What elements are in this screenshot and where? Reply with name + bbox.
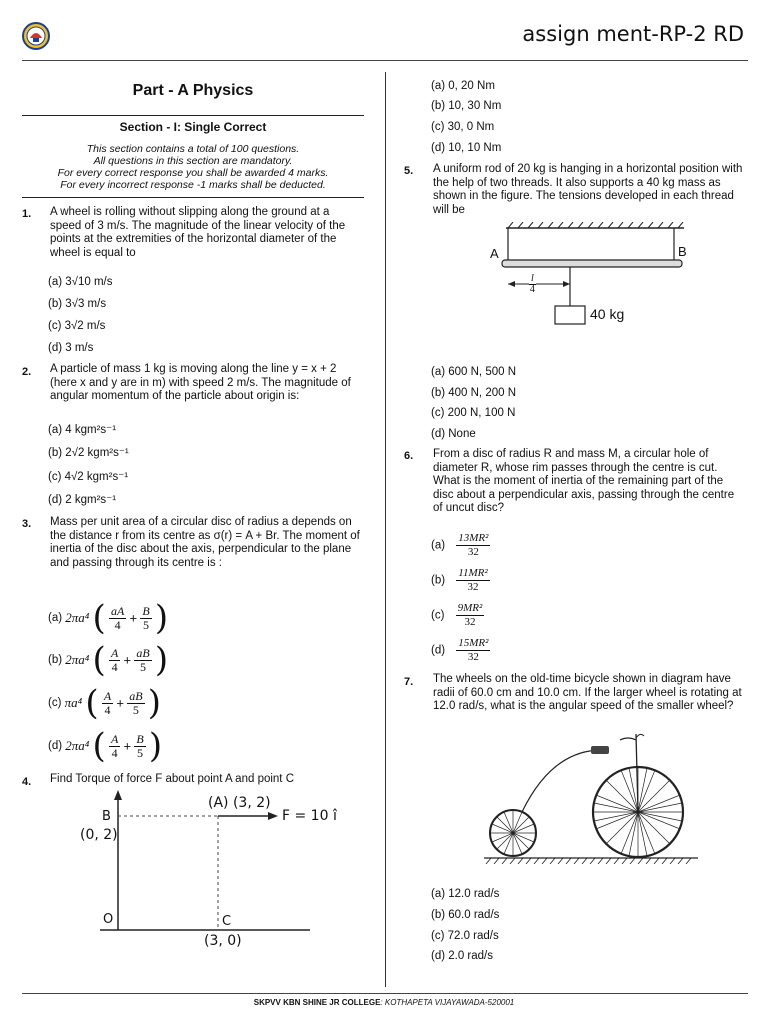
option-label: (a) <box>48 612 63 624</box>
part-rule <box>22 115 364 116</box>
option-c[interactable]: (c) 200 N, 100 N <box>431 407 516 419</box>
option-c[interactable]: (c) 3√2 m/s <box>48 320 106 332</box>
left-paren: ( <box>92 726 106 766</box>
college-logo <box>22 22 50 50</box>
question-text: Mass per unit area of a circular disc of radius a depends on the distance r from its centre as σ(r) = A + Br. The moment of inertia of the disc about the axis, perpendicular to the plane and passing through its centre is : <box>50 516 360 569</box>
question-number: 5. <box>404 165 414 177</box>
plus-sign: + <box>116 695 124 711</box>
instruction-line: This section contains a total of 100 questions. <box>86 143 300 155</box>
force-label: F = 10 î <box>282 808 337 824</box>
fraction: $\frac{B}{5}$ <box>142 603 150 632</box>
option-b[interactable] <box>48 640 168 680</box>
question-text: A particle of mass 1 kg is moving along the line y = x + 2 (here x and y are in m) with speed 2 m/s. The magnitude of angular momentum of the particle about origin is: <box>50 363 351 402</box>
question-text: Find Torque of force F about point A and point C <box>50 773 295 785</box>
column-divider <box>385 72 386 987</box>
option-a[interactable]: (a) 0, 20 Nm <box>431 80 495 92</box>
footer-college: SKPVV KBN SHINE JR COLLEGE <box>253 998 381 1007</box>
option-b[interactable] <box>431 567 490 594</box>
left-paren: ( <box>85 683 99 723</box>
option-b[interactable]: (b) 3√3 m/s <box>48 298 107 310</box>
length-fraction: $\frac{l}{4}$ <box>529 273 535 295</box>
plus-sign: + <box>123 738 132 754</box>
option-d[interactable]: (d) None <box>431 428 476 440</box>
rod-diagram <box>484 222 704 332</box>
option-label: (c) <box>48 697 62 709</box>
question-number: 2. <box>22 366 32 378</box>
instruction-line: All questions in this section are mandatory. <box>93 155 293 167</box>
option-d[interactable] <box>48 726 162 766</box>
instruction-line: For every correct response you shall be awarded 4 marks. <box>57 167 329 179</box>
option-b[interactable]: (b) 400 N, 200 N <box>431 387 517 399</box>
option-a[interactable]: (a) 600 N, 500 N <box>431 366 517 378</box>
fraction: $\frac{\text{11MR²}}{32}$ <box>458 567 488 593</box>
option-a[interactable]: (a) 4 kgm²s⁻¹ <box>48 424 117 436</box>
fraction: $\frac{A}{4}$ <box>110 731 119 760</box>
fraction: $\frac{aB}{5}$ <box>129 688 143 717</box>
section-title: Section - I: Single Correct <box>119 120 267 134</box>
fraction: $\frac{A}{4}$ <box>110 645 119 674</box>
footer-address: : KOTHAPETA VIJAYAWADA-520001 <box>380 998 515 1007</box>
right-paren: ) <box>154 640 169 680</box>
option-b[interactable]: (b) 10, 30 Nm <box>431 100 502 112</box>
option-label: (d) <box>431 644 446 657</box>
fraction: $\frac{\text{15MR²}}{32}$ <box>458 637 489 663</box>
option-d[interactable]: (d) 2 kgm²s⁻¹ <box>48 494 117 506</box>
plus-sign: + <box>129 610 138 626</box>
question-number: 1. <box>22 208 32 220</box>
option-d[interactable]: (d) 10, 10 Nm <box>431 142 502 154</box>
bicycle-diagram <box>482 730 702 864</box>
right-paren: ) <box>154 598 169 638</box>
question-text: A uniform rod of 20 kg is hanging in a horizontal position with the help of two threads. It also supports a 40 kg mass as shown in the figure. The tensions developed in each thread will be <box>433 163 743 216</box>
header-rule <box>22 60 748 61</box>
question-text: From a disc of radius R and mass M, a circular hole of diameter R, whose rim passes through the centre is cut. What is the moment of inertia of the remaining part of the disc about a perpendicular axis, passing through the centre of uncut disc? <box>433 448 735 514</box>
question-number: 3. <box>22 518 32 530</box>
option-b[interactable]: (b) 2√2 kgm²s⁻¹ <box>48 447 129 459</box>
footer-rule <box>22 993 748 994</box>
option-c[interactable]: (c) 30, 0 Nm <box>431 121 495 133</box>
origin-label: O <box>103 912 114 927</box>
logo-emblem-icon <box>22 22 50 50</box>
option-prefix: πa⁴ <box>64 695 83 710</box>
point-a-label: (A) (3, 2) <box>208 795 271 811</box>
left-paren: ( <box>92 640 106 680</box>
option-label: (c) <box>431 609 445 622</box>
point-b-coords: (0, 2) <box>80 827 118 843</box>
option-a[interactable]: (a) 3√10 m/s <box>48 276 113 288</box>
instructions-rule <box>22 197 364 198</box>
option-d[interactable] <box>431 637 490 664</box>
fraction: $\frac{\text{13MR²}}{32}$ <box>458 532 489 558</box>
fraction: $\frac{B}{5}$ <box>136 731 144 760</box>
fraction: $\frac{\text{9MR²}}{32}$ <box>457 602 483 628</box>
mass-label: 40 kg <box>590 306 625 322</box>
option-a[interactable] <box>48 598 168 638</box>
option-prefix: 2πa⁴ <box>65 652 90 667</box>
question-text: The wheels on the old-time bicycle shown in diagram have radii of 60.0 cm and 10.0 cm. If the larger wheel is rotating at 12.0 rad/s, what is the angular speed of the smaller wheel? <box>433 673 742 712</box>
point-b-label: B <box>102 809 111 824</box>
option-a[interactable] <box>431 532 490 559</box>
question-number: 7. <box>404 676 414 688</box>
option-c[interactable] <box>431 602 484 629</box>
question-number: 4. <box>22 776 32 788</box>
option-label: (d) <box>48 740 63 752</box>
option-label: (b) <box>48 654 63 666</box>
header-title: assign ment-RP-2 RD <box>522 22 744 46</box>
option-c[interactable]: (c) 4√2 kgm²s⁻¹ <box>48 471 129 483</box>
penny-farthing-icon <box>482 730 702 864</box>
right-paren: ) <box>148 726 163 766</box>
question-number: 6. <box>404 450 414 462</box>
option-d[interactable]: (d) 3 m/s <box>48 342 94 354</box>
option-prefix: 2πa⁴ <box>65 610 90 625</box>
option-label: (a) <box>431 539 446 552</box>
end-b-label: B <box>678 244 687 259</box>
torque-diagram <box>70 788 337 956</box>
option-b[interactable]: (b) 60.0 rad/s <box>431 909 500 921</box>
end-a-label: A <box>490 246 499 261</box>
instruction-line: For every incorrect response -1 marks shall be deducted. <box>60 179 326 191</box>
part-title: Part - A Physics <box>132 82 254 99</box>
option-c[interactable]: (c) 72.0 rad/s <box>431 930 499 942</box>
plus-sign: + <box>123 652 132 668</box>
option-c[interactable] <box>48 683 161 723</box>
fraction: $\frac{aA}{4}$ <box>110 603 125 632</box>
option-a[interactable]: (a) 12.0 rad/s <box>431 888 500 900</box>
option-prefix: 2πa⁴ <box>65 738 90 753</box>
fraction: $\frac{aB}{5}$ <box>136 645 150 674</box>
right-paren: ) <box>147 683 161 723</box>
option-d[interactable]: (d) 2.0 rad/s <box>431 950 493 962</box>
question-text: A wheel is rolling without slipping along the ground at a speed of 3 m/s. The magnitude of the linear velocity of the points at the extremities of the horizontal diameter of the wheel is equal to <box>50 206 346 259</box>
left-paren: ( <box>92 598 106 638</box>
fraction: $\frac{A}{4}$ <box>103 688 112 717</box>
instructions <box>22 143 364 191</box>
footer <box>0 998 768 1007</box>
point-c-label: C <box>222 914 232 929</box>
option-label: (b) <box>431 574 446 587</box>
point-c-coords: (3, 0) <box>204 933 242 949</box>
